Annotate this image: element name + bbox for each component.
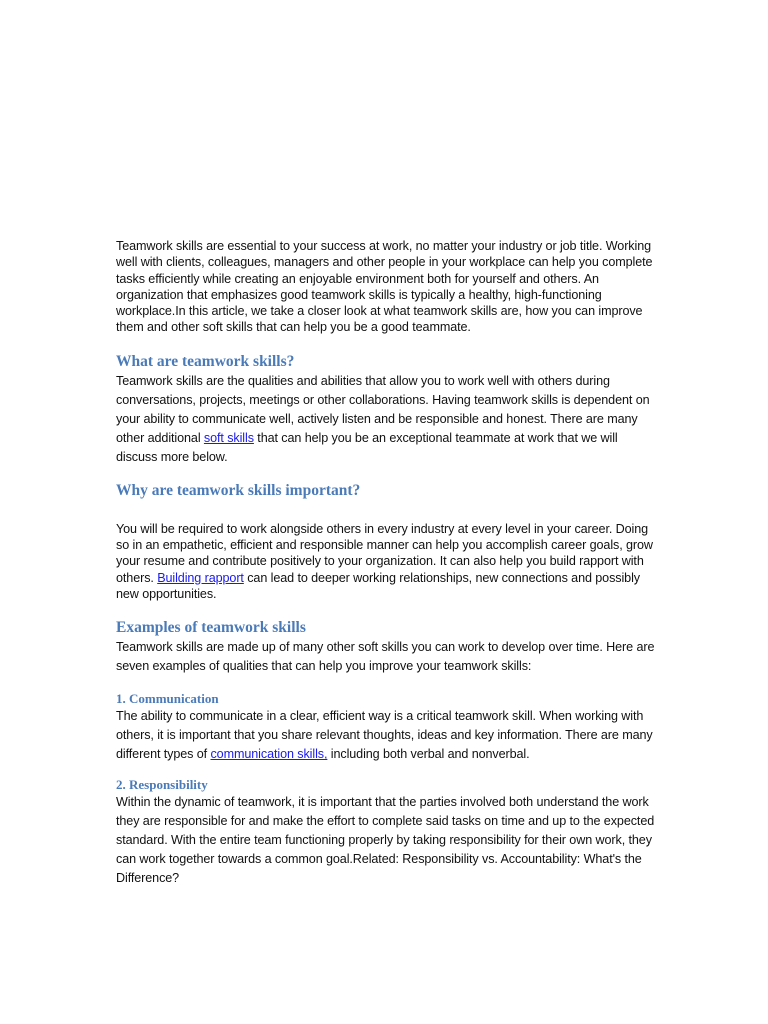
- why-paragraph: [116, 521, 656, 602]
- examples-paragraph: Teamwork skills are made up of many other soft skills you can work to develop over time. Here are seven examples of qualities that can help you improve your teamwork skills:: [116, 640, 655, 674]
- why-text-before: You will be required to work alongside others in every industry at every level in your career. Doing so in an empathetic, efficient and responsible manner can help you accomplish career goals, grow your resume and contribute positively to your organization. It can also help you build rapport with others.: [116, 521, 653, 585]
- communication-text-before: The ability to communicate in a clear, efficient way is a critical teamwork skill. When working with others, it is important that you share relevant thoughts, ideas and key information. There are many different types of: [116, 709, 653, 762]
- document-page: [116, 238, 656, 888]
- what-text-before: Teamwork skills are the qualities and abilities that allow you to work well with others during conversations, projects, meetings or other collaborations. Having teamwork skills is dependent on your ability to communicate well, actively listen and be responsible and honest. There are many other additional: [116, 373, 650, 445]
- heading-communication: 1. Communication: [116, 691, 219, 707]
- communication-skills-link[interactable]: communication skills,: [210, 747, 328, 762]
- communication-paragraph: [116, 707, 656, 764]
- communication-text-after: including both verbal and nonverbal.: [327, 747, 530, 762]
- responsibility-paragraph: Within the dynamic of teamwork, it is important that the parties involved both understand the work they are responsible for and make the effort to complete said tasks on time and up to the expected standard. With the entire team functioning properly by taking responsibility for their own work, they can work together towards a common goal.Related: Responsibility vs. Accountability: What's the Difference?: [116, 795, 655, 886]
- intro-paragraph: Teamwork skills are essential to your success at work, no matter your industry or job title. Working well with clients, colleagues, managers and other people in your workplace can help you complete tasks efficiently while creating an enjoyable environment both for yourself and others. An organization that emphasizes good teamwork skills is typically a healthy, high-functioning workplace.In this article, we take a closer look at what teamwork skills are, how you can improve them and other soft skills that can help you be a good teammate.: [116, 239, 653, 335]
- building-rapport-link[interactable]: Building rapport: [157, 570, 244, 585]
- heading-responsibility: 2. Responsibility: [116, 777, 208, 793]
- soft-skills-link[interactable]: soft skills: [203, 430, 254, 445]
- heading-examples: Examples of teamwork skills: [116, 619, 306, 637]
- what-paragraph: [116, 372, 656, 467]
- heading-what-are-teamwork-skills: What are teamwork skills?: [116, 352, 295, 370]
- what-text-after: that can help you be an exceptional teammate at work that we will discuss more below.: [116, 430, 618, 464]
- why-text-after: can lead to deeper working relationships, new connections and possibly new opportunities.: [116, 570, 640, 601]
- heading-why-important: Why are teamwork skills important?: [116, 481, 361, 499]
